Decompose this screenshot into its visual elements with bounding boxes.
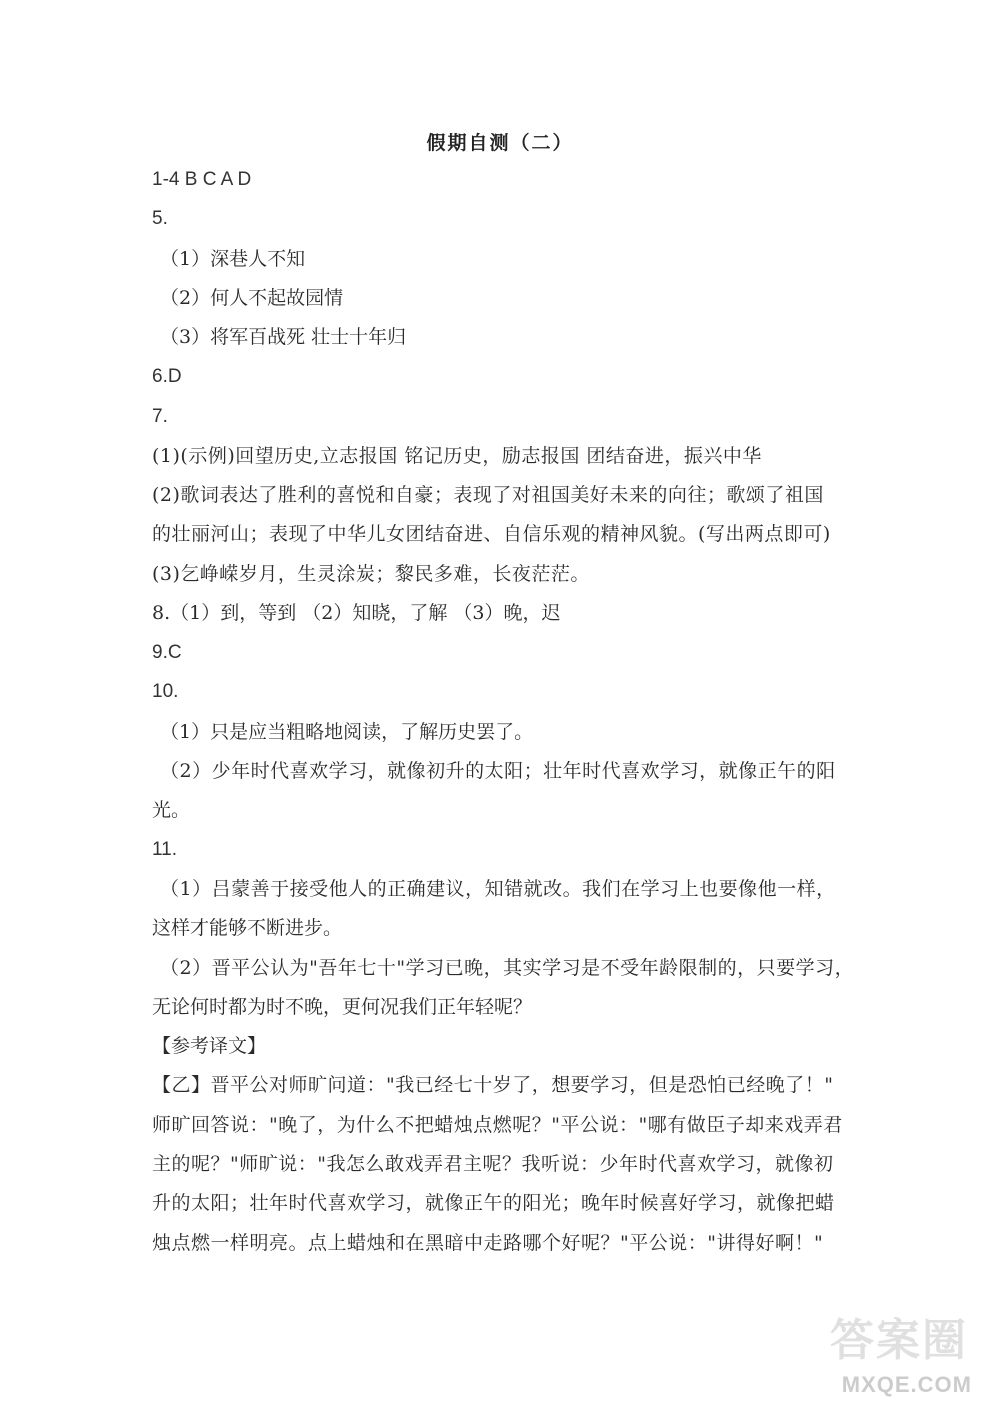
reference-translation-heading: 【参考译文】 — [152, 1035, 267, 1057]
question-10-number: 10. — [152, 681, 179, 702]
answer-5-3: （3）将军百战死 壮士十年归 — [160, 326, 407, 348]
watermark-logo: 答案圈 — [830, 1315, 968, 1366]
answer-6: 6.D — [152, 366, 182, 387]
translation-line-4: 升的太阳；壮年时代喜欢学习，就像正午的阳光；晚年时候喜好学习，就像把蜡 — [152, 1192, 835, 1214]
answer-7-2-line-1: (2)歌词表达了胜利的喜悦和自豪；表现了对祖国美好未来的向往；歌颂了祖国 — [152, 484, 824, 506]
question-5-number: 5. — [152, 208, 168, 229]
answer-11-2-line-1: （2）晋平公认为"吾年七十"学习已晚，其实学习是不受年龄限制的，只要学习， — [160, 957, 855, 979]
translation-line-3: 主的呢？"师旷说："我怎么敢戏弄君主呢？我听说：少年时代喜欢学习，就像初 — [152, 1153, 834, 1175]
translation-line-1: 【乙】晋平公对师旷问道："我已经七十岁了，想要学习，但是恐怕已经晚了！" — [152, 1074, 834, 1096]
answer-11-1-line-1: （1）吕蒙善于接受他人的正确建议，知错就改。我们在学习上也要像他一样， — [160, 878, 836, 900]
answer-7-3: (3)乞峥嵘岁月，生灵涂炭；黎民多难，长夜茫茫。 — [152, 563, 590, 585]
answer-10-2-line-2: 光。 — [152, 799, 191, 821]
answer-11-2-line-2: 无论何时都为时不晚，更何况我们正年轻呢？ — [152, 996, 533, 1018]
answer-11-1-line-2: 这样才能够不断进步。 — [152, 917, 343, 939]
answer-7-1: (1)(示例)回望历史,立志报国 铭记历史，励志报国 团结奋进，振兴中华 — [152, 445, 762, 467]
answer-8: 8.（1）到，等到 （2）知晓，了解 （3）晚，迟 — [152, 602, 561, 624]
answer-9: 9.C — [152, 642, 182, 663]
page-title: 假期自测（二） — [426, 132, 574, 154]
site-watermark — [818, 1288, 988, 1408]
answer-10-1: （1）只是应当粗略地阅读，了解历史罢了。 — [160, 721, 534, 743]
translation-line-2: 师旷回答说："晚了，为什么不把蜡烛点燃呢？"平公说："哪有做臣子却来戏弄君 — [152, 1114, 843, 1136]
watermark-site-text: MXQE.COM — [841, 1372, 972, 1397]
answer-10-2-line-1: （2）少年时代喜欢学习，就像初升的太阳；壮年时代喜欢学习，就像正午的阳 — [160, 760, 836, 782]
answer-7-2-line-2: 的壮丽河山；表现了中华儿女团结奋进、自信乐观的精神风貌。(写出两点即可) — [152, 523, 831, 545]
answer-5-1: （1）深巷人不知 — [160, 248, 306, 270]
answer-5-2: （2）何人不起故园情 — [160, 287, 344, 309]
answer-1-4: 1-4 B C A D — [152, 169, 252, 190]
question-11-number: 11. — [152, 839, 178, 860]
translation-line-5: 烛点燃一样明亮。点上蜡烛和在黑暗中走路哪个好呢？"平公说："讲得好啊！" — [152, 1232, 824, 1254]
question-7-number: 7. — [152, 406, 168, 427]
